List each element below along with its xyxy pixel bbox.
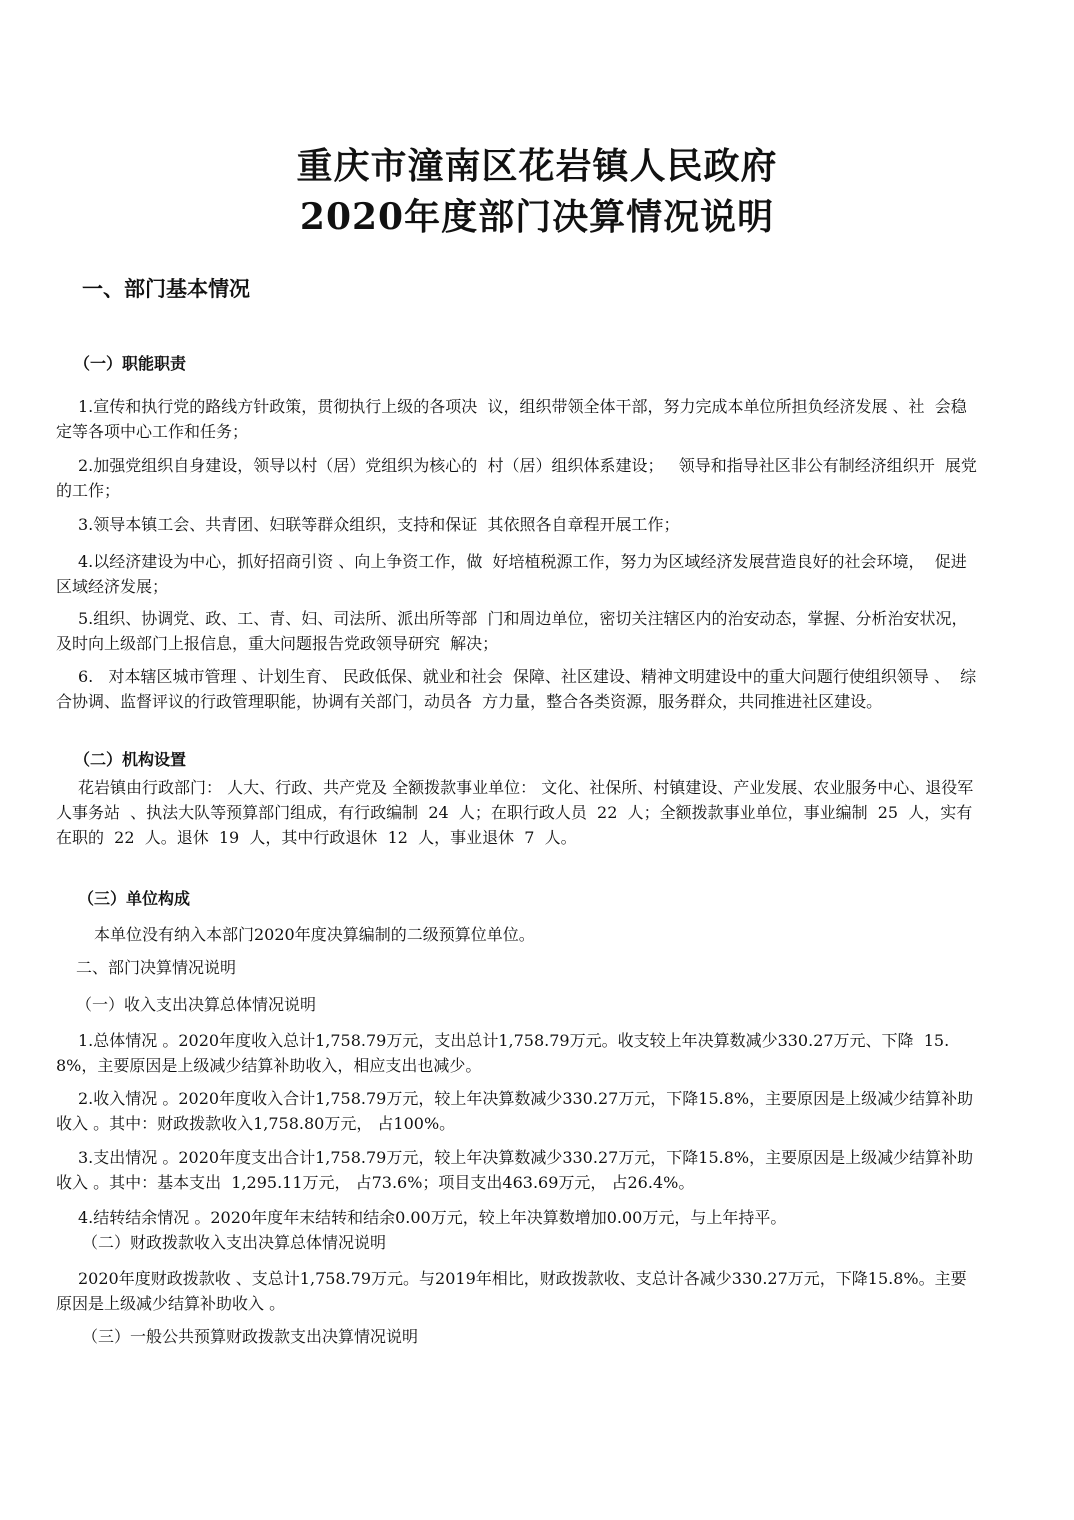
duty-item-5: 5.组织、协调党、政、工、青、妇、司法所、派出所等部 门和周边单位，密切关注辖区内的治安动态，掌握、分析治安状况，及时向上级部门上报信息，重大问题报告党政领导研究 解决； xyxy=(56,609,968,653)
organization-text: 花岩镇由行政部门： 人大、行政、共产党及 全额拨款事业单位： 文化、社保所、村镇建设、产业发展、农业服务中心、退役军人事务站 、执法大队等预算部门组成，有行政编制 24 人；在职行政人员 22 人；全额拨款事业单位，事业编制 25 人，实有在职的 22 人。退休 19 人，其中行政退休 12 人，事业退休 7 人。 xyxy=(56,778,974,847)
section-heading-basic-info: 一、部门基本情况 xyxy=(82,276,250,301)
subheading-duties: （一）职能职责 xyxy=(74,354,187,373)
overall-item-3: 3.支出情况 。2020年度支出合计1,758.79万元，较上年决算数减少330.27万元，下降15.8%，主要原因是上级减少结算补助收入 。其中：基本支出 1,295.11万元， 占73.6%；项目支出463.69万元， 占26.4%。 xyxy=(56,1148,974,1192)
duty-item-3: 3.领导本镇工会、共青团、妇联等群众组织，支持和保证 其依照各自章程开展工作； xyxy=(78,515,680,534)
fiscal-allocation-text: 2020年度财政拨款收 、支总计1,758.79万元。与2019年相比，财政拨款收、支总计各减少330.27万元，下降15.8%。主要原因是上级减少结算补助收入 。 xyxy=(56,1269,967,1313)
subheading-income-expense-overall: （一）收入支出决算总体情况说明 xyxy=(76,995,317,1014)
duty-item-6: 6. 对本辖区城市管理 、计划生育、 民政低保、就业和社会 保障、社区建设、精神文明建设中的重大问题行使组织领导 、 综合协调、监督评议的行政管理职能，协调有关部门，动员各 方力量，整合各类资源，服务群众，共同推进社区建设。 xyxy=(56,667,977,711)
duty-item-4: 4.以经济建设为中心，抓好招商引资 、向上争资工作，做 好培植税源工作，努力为区域经济发展营造良好的社会环境， 促进区域经济发展； xyxy=(56,552,967,596)
duty-item-2: 2.加强党组织自身建设，领导以村（居）党组织为核心的 村（居）组织体系建设； 领导和指导社区非公有制经济组织开 展党的工作； xyxy=(56,456,977,500)
document-title-line1: 重庆市潼南区花岩镇人民政府 xyxy=(296,145,778,187)
subheading-fiscal-allocation: （二）财政拨款收入支出决算总体情况说明 xyxy=(82,1233,387,1252)
unit-composition-text: 本单位没有纳入本部门2020年度决算编制的二级预算位单位。 xyxy=(94,925,535,944)
subheading-organization: （二）机构设置 xyxy=(74,750,187,769)
section-heading-final-accounts: 二、部门决算情况说明 xyxy=(76,958,237,977)
subheading-general-budget: （三）一般公共预算财政拨款支出决算情况说明 xyxy=(82,1327,419,1346)
document-title-line2: 2020年度部门决算情况说明 xyxy=(299,196,775,238)
subheading-unit-composition: （三）单位构成 xyxy=(78,889,191,908)
duty-item-1: 1.宣传和执行党的路线方针政策，贯彻执行上级的各项决 议，组织带领全体干部，努力完成本单位所担负经济发展 、社 会稳定等各项中心工作和任务； xyxy=(56,397,967,441)
overall-item-2: 2.收入情况 。2020年度收入合计1,758.79万元，较上年决算数减少330.27万元，下降15.8%，主要原因是上级减少结算补助收入 。其中：财政拨款收入1,758.80万元， 占100%。 xyxy=(56,1089,974,1133)
overall-item-1: 1.总体情况 。2020年度收入总计1,758.79万元，支出总计1,758.79万元。收支较上年决算数减少330.27万元、下降 15.8%，主要原因是上级减少结算补助收入，相应支出也减少。 xyxy=(56,1031,950,1075)
overall-item-4: 4.结转结余情况 。2020年度年末结转和结余0.00万元，较上年决算数增加0.00万元，与上年持平。 xyxy=(78,1208,787,1227)
